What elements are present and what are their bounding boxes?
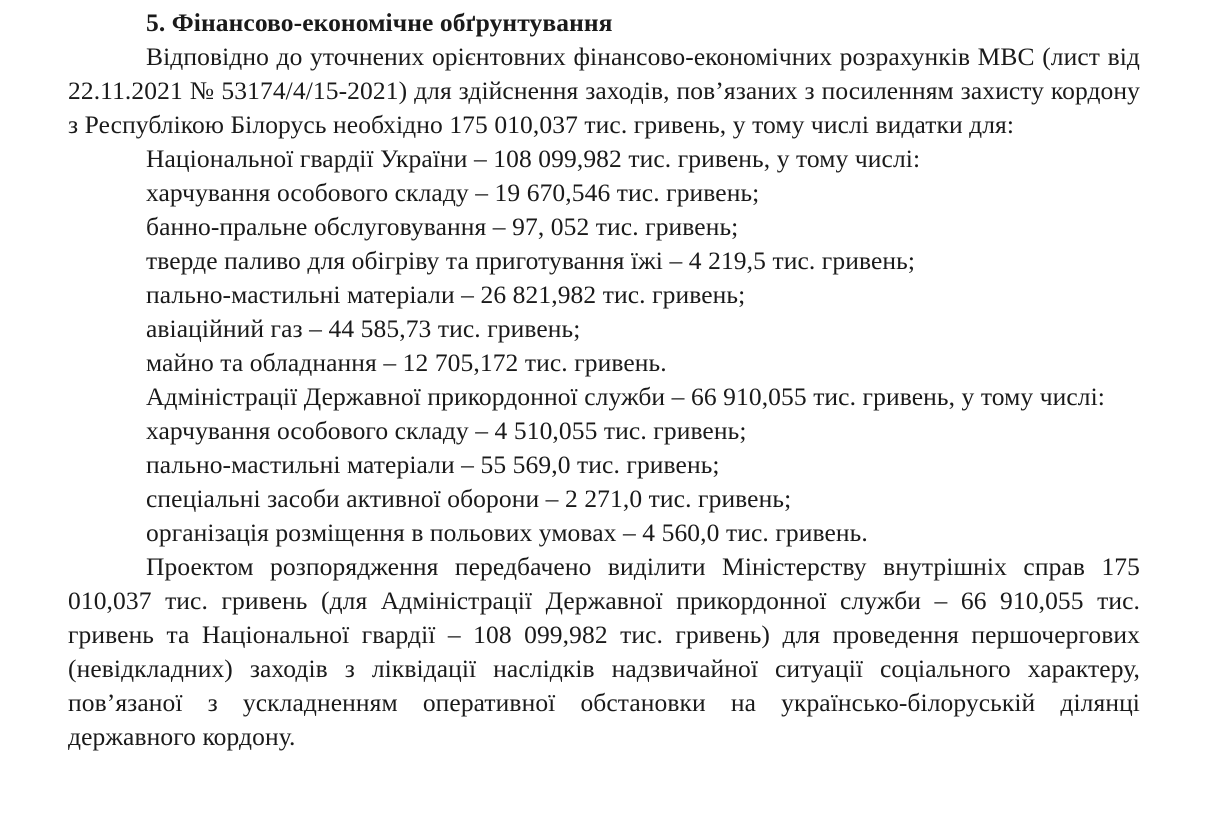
national-guard-item-laundry: банно-пральне обслуговування – 97, 052 тис. гривень;: [146, 212, 739, 241]
national-guard-item-equipment: майно та обладнання – 12 705,172 тис. гривень.: [146, 348, 667, 377]
national-guard-item-solid-fuel: тверде паливо для обігріву та приготування їжі – 4 219,5 тис. гривень;: [146, 246, 916, 275]
border-service-item-defense: спеціальні засоби активної оборони – 2 271,0 тис. гривень;: [146, 484, 792, 513]
national-guard-item-fuel-lubricants: пально-мастильні матеріали – 26 821,982 тис. гривень;: [146, 280, 746, 309]
section-heading: 5. Фінансово-економічне обґрунтування: [146, 8, 613, 37]
intro-paragraph: Відповідно до уточнених орієнтовних фінансово-економічних розрахунків МВС (лист від 22.11.2021 № 53174/4/15-2021) для здійснення заходів, пов’язаних з посиленням захисту кордону з Республікою Білорусь необхідно 175 010,037 тис. гривень, у тому числі видатки для:: [68, 42, 1140, 139]
conclusion-paragraph: Проектом розпорядження передбачено виділити Міністерству внутрішніх справ 175 010,037 тис. гривень (для Адміністрації Державної прикордонної служби – 66 910,055 тис. гривень та Національної гвардії – 108 099,982 тис. гривень) для проведення першочергових (невідкладних) заходів з ліквідації наслідків надзвичайної ситуації соціального характеру, пов’язаної з ускладненням оперативної обстановки на українсько-білоруській ділянці державного кордону.: [68, 552, 1140, 751]
document-page: [68, 6, 1140, 754]
border-service-item-food: харчування особового складу – 4 510,055 тис. гривень;: [146, 416, 747, 445]
national-guard-item-food: харчування особового складу – 19 670,546 тис. гривень;: [146, 178, 760, 207]
border-service-item-field-housing: організація розміщення в польових умовах – 4 560,0 тис. гривень.: [146, 518, 868, 547]
national-guard-total: Національної гвардії України – 108 099,982 тис. гривень, у тому числі:: [146, 144, 921, 173]
border-service-total: Адміністрації Державної прикордонної служби – 66 910,055 тис. гривень, у тому числі:: [146, 382, 1105, 411]
national-guard-item-aviation-gas: авіаційний газ – 44 585,73 тис. гривень;: [146, 314, 581, 343]
border-service-item-fuel-lubricants: пально-мастильні матеріали – 55 569,0 тис. гривень;: [146, 450, 720, 479]
